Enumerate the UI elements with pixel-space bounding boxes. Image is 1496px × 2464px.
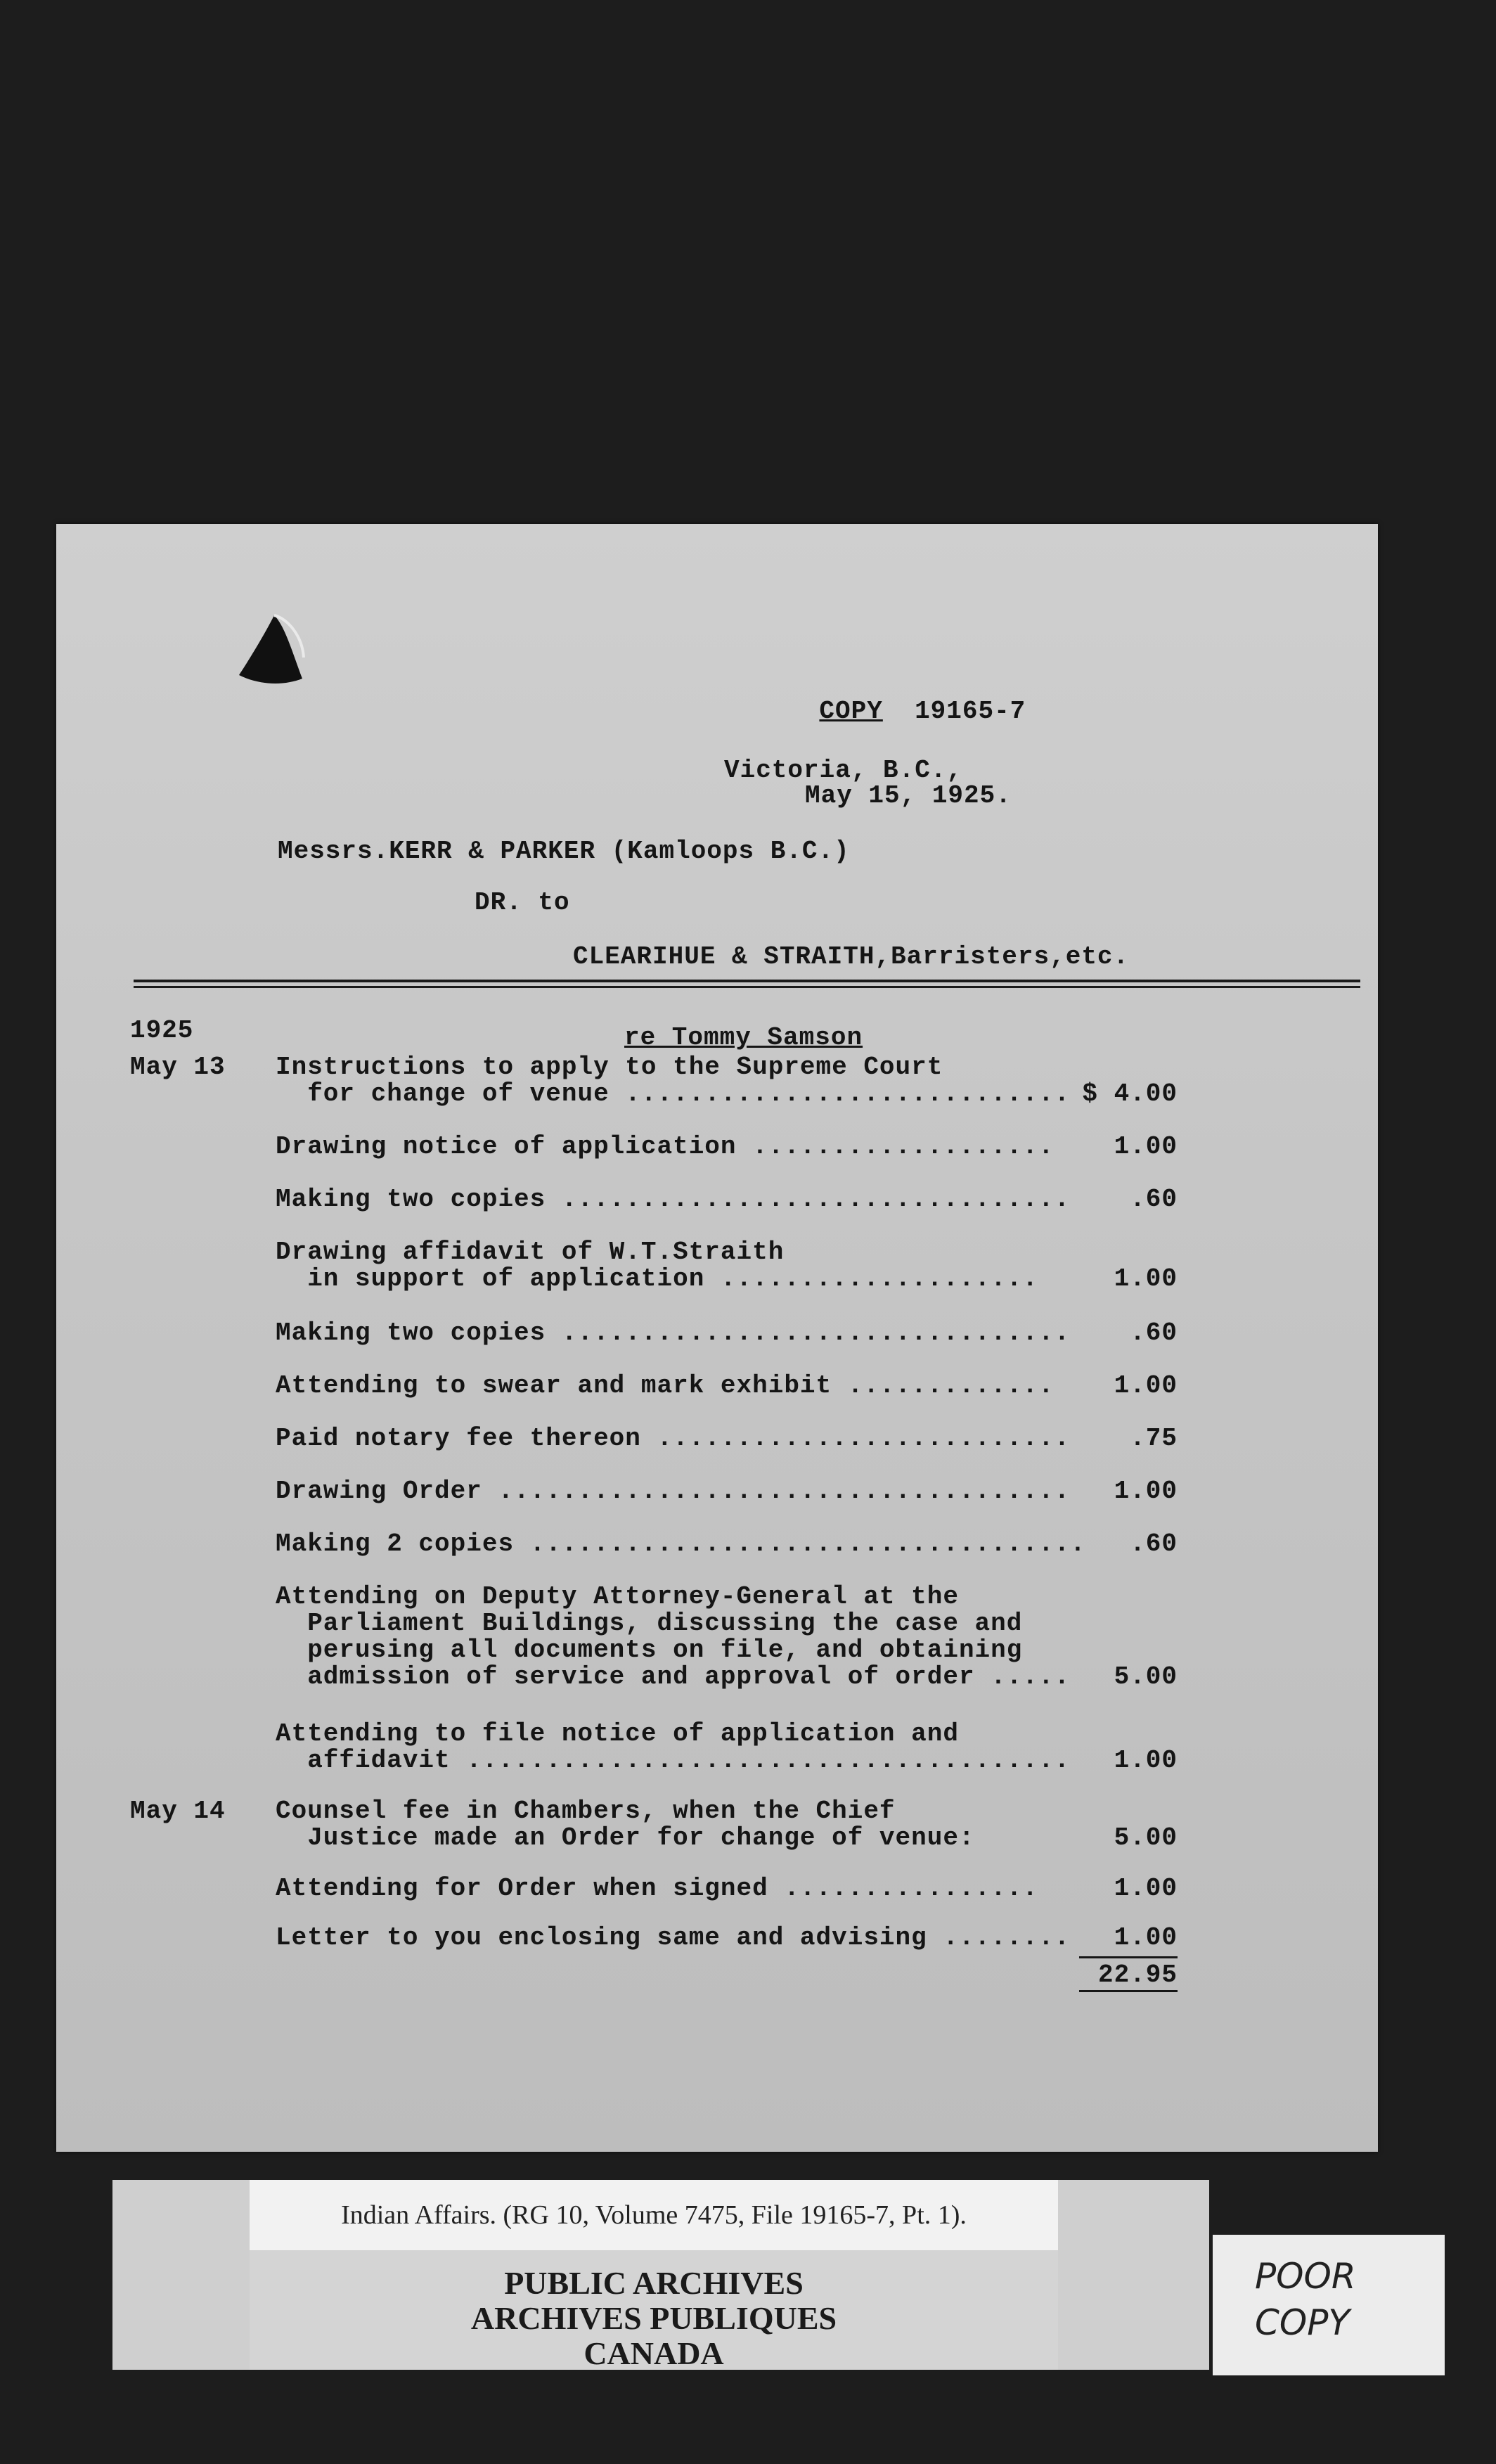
year-label: 1925: [130, 1016, 194, 1045]
item-description-line: Paid notary fee thereon ..........................: [276, 1424, 1071, 1453]
re-line: re Tommy Samson: [624, 1023, 863, 1052]
item-description-line: Making two copies ................................: [276, 1318, 1071, 1347]
item-amount: 1.00: [1114, 1264, 1178, 1293]
item-description-line: Attending on Deputy Attorney-General at the: [276, 1582, 959, 1611]
item-description-line: Drawing notice of application ...................: [276, 1132, 1055, 1161]
sum-rule: [1079, 1956, 1178, 1958]
item-amount: 1.00: [1114, 1923, 1178, 1952]
item-description-line: admission of service and approval of order .....: [276, 1662, 1071, 1691]
archive-stamp: [250, 2250, 1058, 2370]
item-description-line: Counsel fee in Chambers, when the Chief: [276, 1797, 896, 1825]
item-description-line: Attending for Order when signed ................: [276, 1874, 1038, 1903]
archive-line-1: PUBLIC ARCHIVES: [504, 2265, 804, 2301]
item-amount: 5.00: [1114, 1662, 1178, 1691]
item-description-line: Letter to you enclosing same and advising ........: [276, 1923, 1071, 1952]
item-description-line: Drawing Order ....................................: [276, 1477, 1071, 1506]
addressee-line: Messrs.KERR & PARKER (Kamloops B.C.): [278, 837, 850, 866]
archive-line-2: ARCHIVES PUBLIQUES: [470, 2300, 837, 2336]
item-description-line: Drawing affidavit of W.T.Straith: [276, 1238, 785, 1266]
date-line: May 15, 1925.: [805, 781, 1012, 810]
item-amount: .60: [1130, 1529, 1178, 1558]
item-description-line: Parliament Buildings, discussing the case and: [276, 1609, 1023, 1638]
item-amount: .60: [1130, 1185, 1178, 1214]
total-amount: 22.95: [1097, 1961, 1178, 1989]
item-amount: 1.00: [1114, 1874, 1178, 1903]
creditor-line: CLEARIHUE & STRAITH,Barristers,etc.: [573, 942, 1130, 971]
item-amount: 1.00: [1114, 1132, 1178, 1161]
item-description-line: in support of application ....................: [276, 1264, 1038, 1293]
item-amount: 5.00: [1114, 1823, 1178, 1852]
note-line-1: POOR: [1255, 2256, 1356, 2297]
debtor-line: DR. to: [475, 888, 570, 917]
item-description-line: Making 2 copies ...................................: [276, 1529, 1086, 1558]
double-rule-top: [134, 980, 1360, 982]
item-date: May 14: [130, 1797, 226, 1825]
place-line: Victoria, B.C.,: [724, 756, 963, 785]
item-description-line: Justice made an Order for change of venue:: [276, 1823, 975, 1852]
item-description-line: Making two copies ................................: [276, 1185, 1071, 1214]
item-amount: 1.00: [1114, 1746, 1178, 1775]
total-rule: [1079, 1990, 1178, 1992]
archive-line-3: CANADA: [583, 2335, 724, 2371]
item-description-line: affidavit ......................................: [276, 1746, 1071, 1775]
archive-reference: Indian Affairs. (RG 10, Volume 7475, File 19165-7, Pt. 1).: [250, 2180, 1058, 2250]
file-number: 19165-7: [915, 697, 1026, 726]
copy-label: COPY: [819, 697, 883, 726]
copy-header: [756, 668, 1026, 755]
item-description-line: perusing all documents on file, and obtaining: [276, 1636, 1023, 1664]
item-date: May 13: [130, 1053, 226, 1082]
punch-hole-icon: [225, 608, 316, 700]
item-description-line: Attending to file notice of application and: [276, 1719, 959, 1748]
item-description-line: Attending to swear and mark exhibit .............: [276, 1371, 1055, 1400]
item-amount: .75: [1130, 1424, 1178, 1453]
item-description-line: for change of venue ............................: [276, 1079, 1071, 1108]
poor-copy-note: [1213, 2235, 1445, 2375]
note-line-2: COPY: [1255, 2302, 1350, 2343]
item-amount: 1.00: [1114, 1477, 1178, 1506]
double-rule-bottom: [134, 986, 1360, 988]
item-description-line: Instructions to apply to the Supreme Court: [276, 1053, 943, 1082]
item-amount: .60: [1130, 1318, 1178, 1347]
item-amount: 1.00: [1114, 1371, 1178, 1400]
item-amount: $ 4.00: [1082, 1079, 1178, 1108]
document-page: [56, 524, 1378, 2152]
